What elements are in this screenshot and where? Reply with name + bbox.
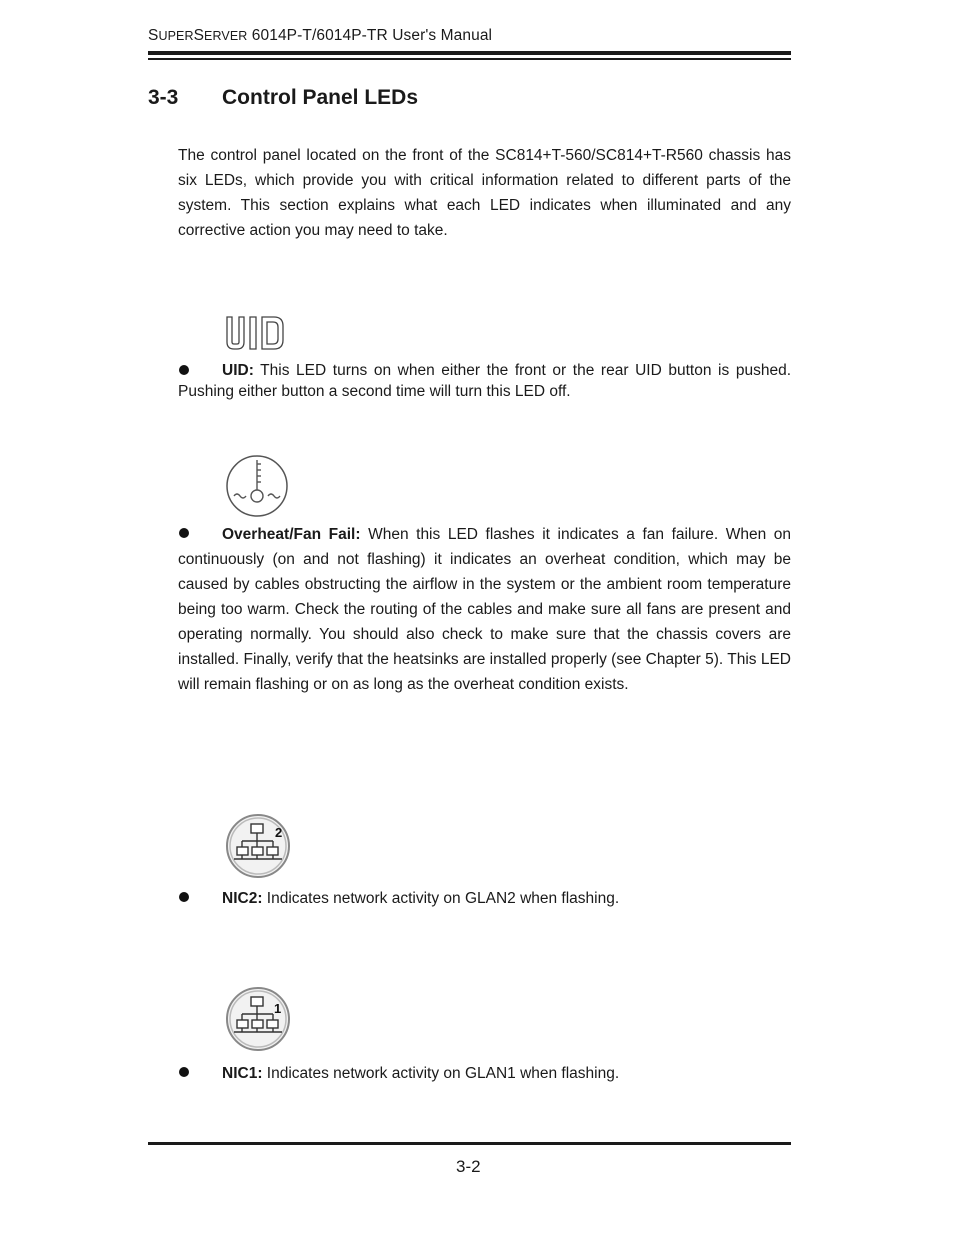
footer-rule	[148, 1142, 791, 1145]
nic2-description: NIC2: Indicates network activity on GLAN2 when flashing.	[222, 890, 620, 907]
nic-number: 1	[274, 1001, 282, 1016]
overheat-description: Overheat/Fan Fail: When this LED flashes it indicates a fan failure. When on continuously (on and not flashing) it indicates an overheat condition, which may be caused by cables obstructing the airflow in the system or the ambient room temperature being too warm. Check the routing of the cables and make sure all fans are present and operating normally. You should also check to make sure that the chassis covers are installed. Finally, verify that the heatsinks are installed properly (see Chapter 5). This LED will remain flashing or on as long as the overheat condition exists.	[178, 526, 791, 693]
intro-paragraph: The control panel located on the front of the SC814+T-560/SC814+T-R560 chassis has six LEDs, which provide you with critical information related to different parts of the system. This section explains what each LED indicates when illuminated and any corrective action you may need to take.	[178, 147, 791, 239]
section-number: 3-3	[148, 86, 179, 109]
nic1-description: NIC1: Indicates network activity on GLAN1 when flashing.	[222, 1065, 620, 1082]
header-rule-thin	[148, 58, 791, 60]
nic-number: 2	[275, 825, 283, 840]
network-icon	[225, 985, 293, 1058]
page-number: 3-2	[456, 1157, 481, 1176]
uid-icon	[225, 314, 287, 357]
uid-description: UID: This LED turns on when either the front or the rear UID button is pushed. Pushing either button a second time will turn this LED off.	[178, 362, 791, 400]
network-icon	[225, 812, 293, 885]
thermometer-icon	[225, 454, 291, 525]
section-title: Control Panel LEDs	[222, 86, 419, 109]
running-header: SUPERSERVER 6014P-T/6014P-TR User's Manual	[148, 27, 493, 44]
header-rule	[148, 51, 791, 55]
